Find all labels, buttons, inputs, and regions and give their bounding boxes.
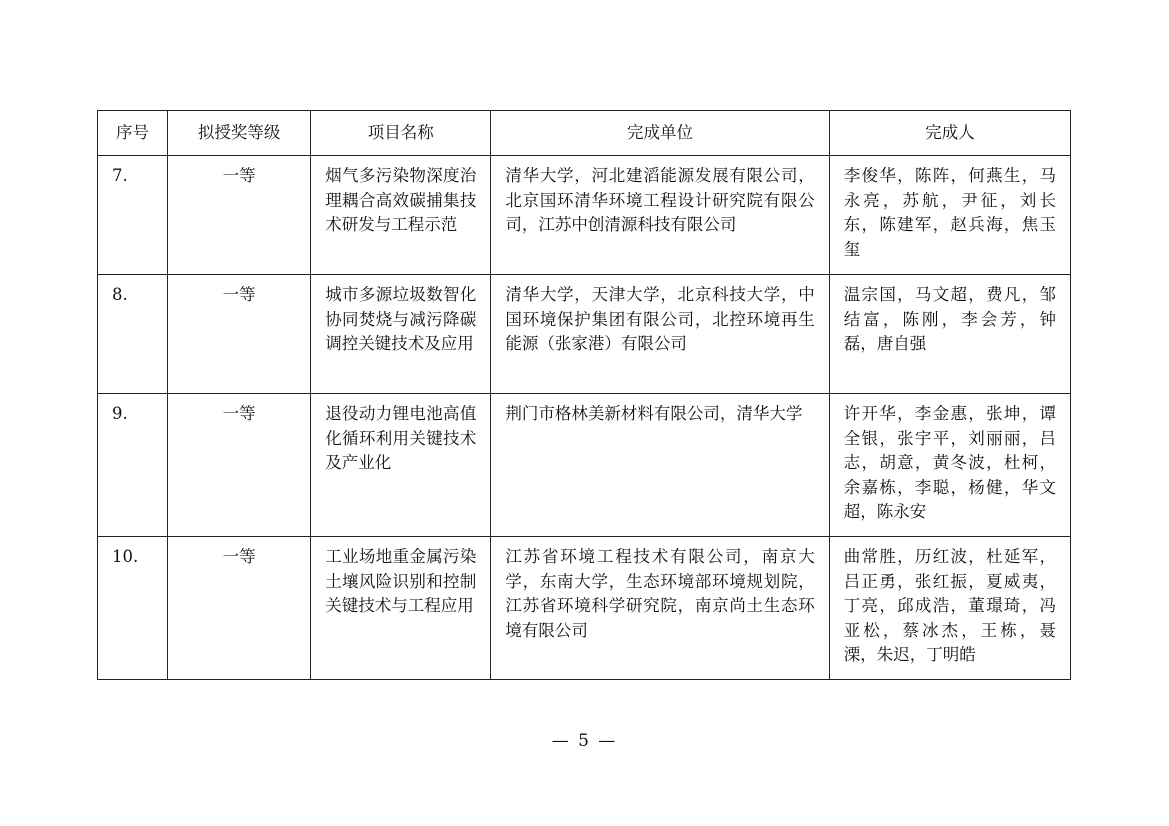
table-row bbox=[98, 156, 1071, 275]
header-no: 序号 bbox=[98, 111, 168, 156]
cell-level: 一等 bbox=[168, 394, 311, 537]
cell-no: 10. bbox=[98, 537, 168, 680]
cell-completing-people: 许开华，李金惠，张坤，谭全银，张宇平，刘丽丽，吕志，胡意，黄冬波，杜柯，余嘉栋，李聪，杨健，华文超，陈永安 bbox=[829, 394, 1070, 537]
header-completing-unit: 完成单位 bbox=[491, 111, 829, 156]
cell-completing-unit: 清华大学，河北建滔能源发展有限公司，北京国环清华环境工程设计研究院有限公司，江苏中创清源科技有限公司 bbox=[491, 156, 829, 275]
cell-no: 7. bbox=[98, 156, 168, 275]
table-row bbox=[98, 394, 1071, 537]
cell-completing-unit: 荆门市格林美新材料有限公司，清华大学 bbox=[491, 394, 829, 537]
header-completing-people: 完成人 bbox=[829, 111, 1070, 156]
page-number: — 5 — bbox=[551, 731, 618, 751]
cell-completing-people: 曲常胜，历红波，杜延军，吕正勇，张红振，夏威夷，丁亮，邱成浩，董璟琦，冯亚松，蔡冰杰，王栋，聂溧，朱迟，丁明皓 bbox=[829, 537, 1070, 680]
cell-level: 一等 bbox=[168, 537, 311, 680]
table-header-row bbox=[98, 111, 1071, 156]
cell-project-name: 烟气多污染物深度治理耦合高效碳捕集技术研发与工程示范 bbox=[311, 156, 491, 275]
cell-level: 一等 bbox=[168, 275, 311, 394]
header-project-name: 项目名称 bbox=[311, 111, 491, 156]
cell-completing-unit: 清华大学，天津大学，北京科技大学，中国环境保护集团有限公司，北控环境再生能源（张家港）有限公司 bbox=[491, 275, 829, 394]
cell-no: 9. bbox=[98, 394, 168, 537]
cell-project-name: 城市多源垃圾数智化协同焚烧与减污降碳调控关键技术及应用 bbox=[311, 275, 491, 394]
table-row bbox=[98, 275, 1071, 394]
cell-completing-people: 李俊华，陈阵，何燕生，马永亮，苏航，尹征，刘长东，陈建军，赵兵海，焦玉玺 bbox=[829, 156, 1070, 275]
cell-project-name: 退役动力锂电池高值化循环利用关键技术及产业化 bbox=[311, 394, 491, 537]
header-level: 拟授奖等级 bbox=[168, 111, 311, 156]
cell-project-name: 工业场地重金属污染土壤风险识别和控制关键技术与工程应用 bbox=[311, 537, 491, 680]
cell-completing-unit: 江苏省环境工程技术有限公司，南京大学，东南大学，生态环境部环境规划院，江苏省环境科学研究院，南京尚土生态环境有限公司 bbox=[491, 537, 829, 680]
awards-table bbox=[97, 110, 1071, 680]
cell-completing-people: 温宗国，马文超，费凡，邹结富，陈刚，李会芳，钟磊，唐自强 bbox=[829, 275, 1070, 394]
cell-level: 一等 bbox=[168, 156, 311, 275]
table-row bbox=[98, 537, 1071, 680]
cell-no: 8. bbox=[98, 275, 168, 394]
